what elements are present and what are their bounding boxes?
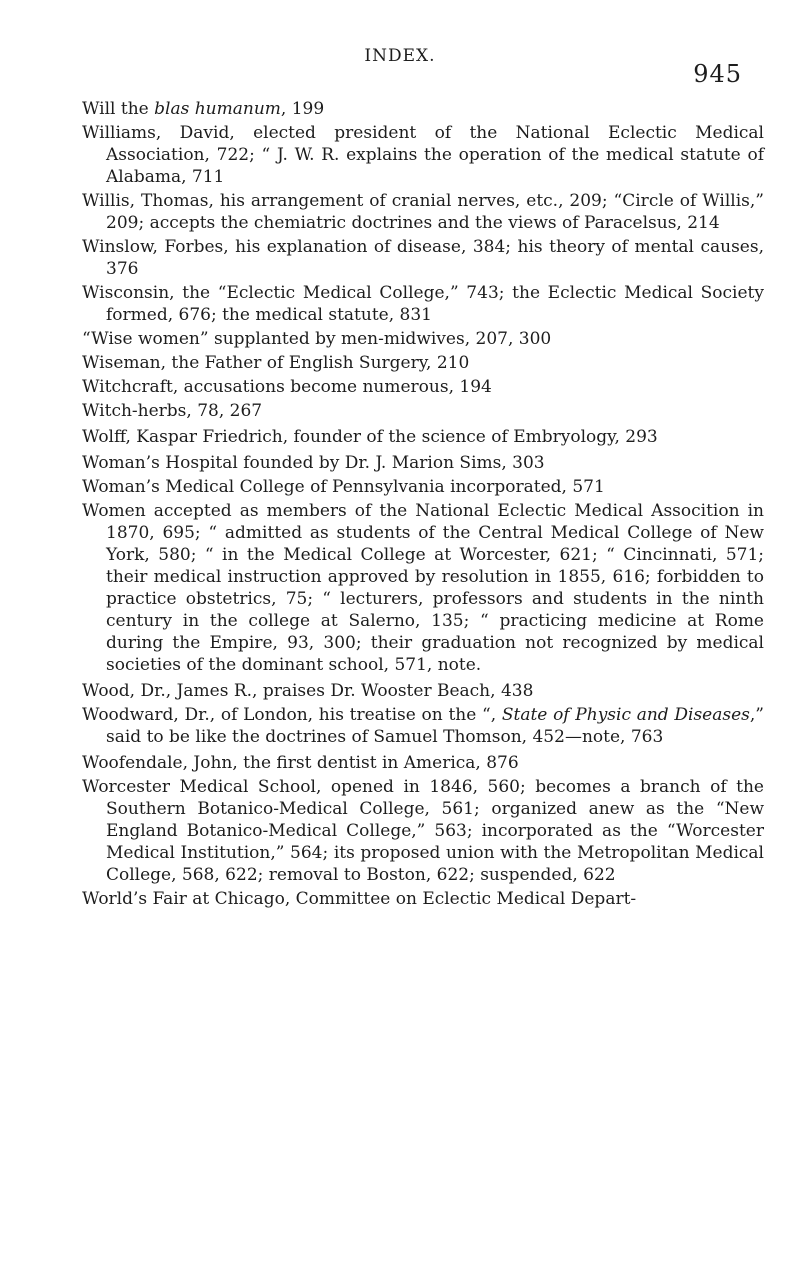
index-entry (82, 426, 764, 448)
index-entry (82, 476, 764, 498)
entry-text: Willis, Thomas, his arrangement of cranial nerves, etc., 209; “Circle of Willis,” 209; accepts the chemiatric doctrines and the views of Paracelsus, 214 (82, 191, 764, 233)
entry-text: Woman’s Hospital founded by Dr. J. Marion Sims, 303 (82, 453, 545, 473)
entry-text: Wood, Dr., James R., praises Dr. Wooster Beach, 438 (82, 681, 534, 701)
entry-text: Woman’s Medical College of Pennsylvania incorporated, 571 (82, 477, 605, 497)
entry-text: Witchcraft, accusations become numerous, 194 (82, 377, 492, 397)
entry-text: Wisconsin, the “Eclectic Medical College,” 743; the Eclectic Medical Society formed, 676; the medical statute, 831 (82, 283, 764, 325)
index-entry (82, 680, 764, 702)
entry-text: Woodward, Dr., of London, his treatise on the “, (82, 705, 502, 725)
entry-italic-text: State of Physic and Diseases (501, 705, 750, 725)
entry-text: Woofendale, John, the first dentist in America, 876 (82, 753, 519, 773)
entry-text: World’s Fair at Chicago, Committee on Eclectic Medical Depart- (82, 889, 637, 909)
index-entry (82, 500, 764, 676)
entry-text: Winslow, Forbes, his explanation of disease, 384; his theory of mental causes, 376 (82, 237, 764, 279)
entry-text: Witch-herbs, 78, 267 (82, 401, 263, 421)
entry-text: Worcester Medical School, opened in 1846, 560; becomes a branch of the Southern Botanico-Medical College, 561; organized anew as the “New England Botanico-Medical College,” 563; incorporated as the “Worcester Medical Institution,” 564; its proposed union with the Metropolitan Medical College, 568, 622; removal to Boston, 622; suspended, 622 (82, 777, 764, 885)
index-entry (82, 752, 764, 774)
index-entry (82, 328, 764, 350)
index-entry (82, 704, 764, 748)
entry-text-tail: , 199 (280, 99, 325, 119)
page-number: 945 (693, 60, 742, 88)
index-entry (82, 122, 764, 188)
index-entry (82, 376, 764, 398)
entry-text: Wolff, Kaspar Friedrich, founder of the science of Embryology, 293 (82, 427, 658, 447)
index-entry-list (82, 98, 764, 912)
index-entry (82, 352, 764, 374)
index-entry (82, 400, 764, 422)
index-entry (82, 190, 764, 234)
index-entry (82, 98, 764, 120)
entry-text: Women accepted as members of the National Eclectic Medical Assocition in 1870, 695; “ admitted as students of the Central Medical College of New York, 580; “ in the Medical College at Worcester, 621; “ Cincinnati, 571; their medical instruction approved by resolution in 1855, 616; forbidden to practice obstetrics, 75; “ lecturers, professors and students in the ninth century in the college at Salerno, 135; “ practicing medicine at Rome during the Empire, 93, 300; their graduation not recognized by medical societies of the dominant school, 571, note. (82, 501, 764, 675)
index-entry (82, 776, 764, 886)
entry-text: “Wise women” supplanted by men-midwives, 207, 300 (82, 329, 552, 349)
entry-text: Will the (82, 99, 155, 119)
entry-text: Williams, David, elected president of the National Eclectic Medical Association, 722; “ J. W. R. explains the operation of the medical statute of Alabama, 711 (82, 123, 764, 187)
index-entry (82, 282, 764, 326)
index-entry (82, 452, 764, 474)
entry-text-tail: ,” said to be like the doctrines of Samuel Thomson, 452—note, 763 (106, 705, 764, 747)
index-entry (82, 888, 764, 910)
entry-italic-text: blas humanum (154, 99, 281, 119)
index-entry (82, 236, 764, 280)
entry-text: Wiseman, the Father of English Surgery, 210 (82, 353, 470, 373)
running-head-title: INDEX. (364, 46, 436, 66)
